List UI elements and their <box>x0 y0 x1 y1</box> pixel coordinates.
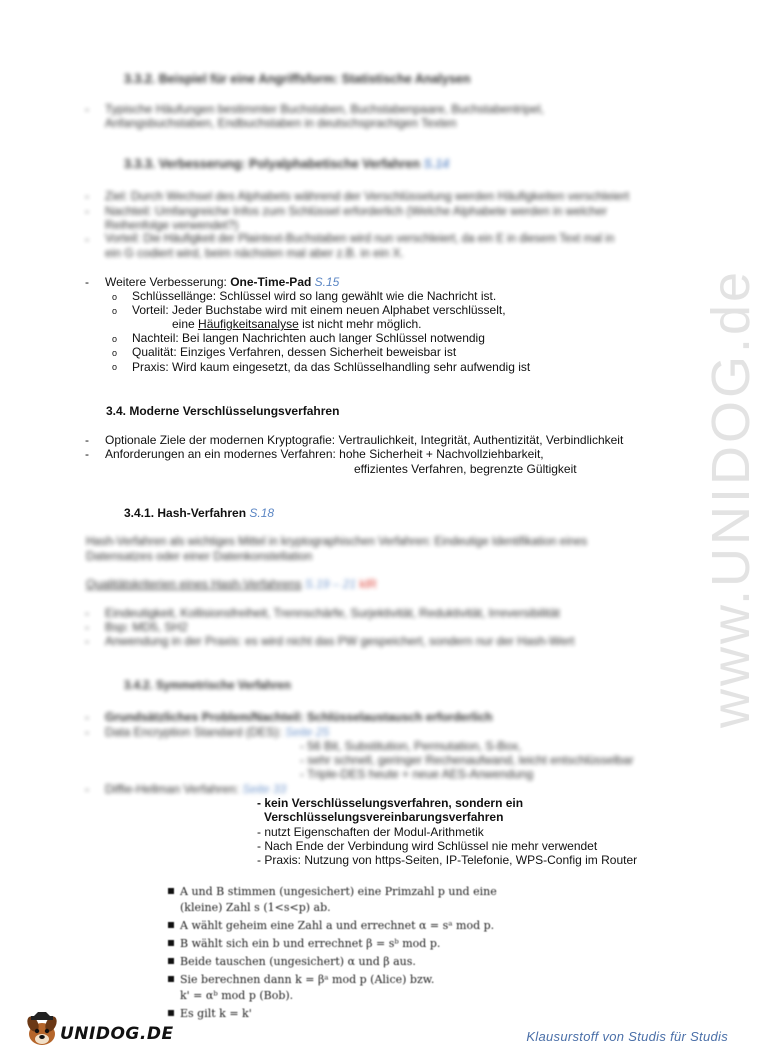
heading-332: 3.3.2. Beispiel für eine Angriffsform: Statistische Analysen <box>124 72 471 86</box>
otp-item-4: Qualität: Einziges Verfahren, dessen Sicherheit beweisbar ist <box>132 345 457 359</box>
heading-342: 3.4.2. Symmetrische Verfahren <box>124 680 291 692</box>
math-line-5: Beide tauschen (ungesichert) α und β aus. <box>180 955 416 968</box>
sym-problem: Grundsätzliches Problem/Nachteil: Schlüsselaustausch erforderlich <box>105 710 493 724</box>
math-line-1: A und B stimmen (ungesichert) eine Primzahl p und eine <box>180 885 497 898</box>
logo-text: UNIDOG.DE <box>60 1024 174 1044</box>
heading-34: 3.4. Moderne Verschlüsselungsverfahren <box>106 404 340 418</box>
watermark-text: www.UNIDOG.de <box>701 268 761 728</box>
math-line-7: k' = αᵇ mod p (Bob). <box>180 989 294 1002</box>
otp-item-1: Schlüssellänge: Schlüssel wird so lang gewählt wie die Nachricht ist. <box>132 289 497 303</box>
text-332-line2: Anfangsbuchstaben, Endbuchstaben in deutschsprachigen Texten <box>105 116 457 130</box>
math-line-4: B wählt sich ein b und errechnet β = sᵇ mod p. <box>180 937 441 950</box>
heading-341: 3.4.1. Hash-Verfahren S.18 <box>124 506 275 520</box>
dh-line-1: - kein Verschlüsselungsverfahren, sondern ein <box>257 796 524 810</box>
s34-bullet-1: Optionale Ziele der modernen Kryptografie: Vertraulichkeit, Integrität, Authentizität, Verbindlichkeit <box>105 433 624 447</box>
dh-line-3: - nutzt Eigenschaften der Modul-Arithmetik <box>257 825 484 839</box>
text-332-line1: Typische Häufungen bestimmter Buchstaben, Buchstabenpaare, Buchstabentripel, <box>105 102 544 116</box>
text-333-line1: Ziel: Durch Wechsel des Alphabets während der Verschlüsselung werden Häufigkeiten verschleiert <box>105 189 630 203</box>
math-line-3: A wählt geheim eine Zahl a und errechnet α = sᵃ mod p. <box>180 919 495 932</box>
math-block <box>168 884 497 1022</box>
otp-item-3: Nachteil: Bei langen Nachrichten auch langer Schlüssel notwendig <box>132 331 485 345</box>
des-line-2: - sehr schnell, geringer Rechenaufwand, leicht entschlüsselbar <box>300 753 634 767</box>
text-333-line5: ein G codiert wird, beim nächsten mal aber z.B. in ein X. <box>105 246 404 260</box>
dh-line-2: Verschlüsselungsvereinbarungsverfahren <box>264 810 504 824</box>
unidog-logo <box>22 1012 174 1048</box>
des-line-1: - 56 Bit, Substitution, Permutation, S-Box, <box>300 739 522 753</box>
text-333-line2: Nachteil: Umfangreiche Infos zum Schlüssel erforderlich (Welche Alphabete werden in welcher <box>105 204 608 218</box>
des-line-3: - Triple-DES heute + neue AES-Anwendung <box>300 767 534 781</box>
math-line-8: Es gilt k = k' <box>180 1007 252 1020</box>
math-line-2: (kleine) Zahl s (1<s<p) ab. <box>180 901 331 914</box>
hash-bullet-2: Bsp: MD5, SH2 <box>105 620 188 634</box>
otp-item-2-cont: eine Häufigkeitsanalyse ist nicht mehr möglich. <box>172 317 422 331</box>
otp-item-5: Praxis: Wird kaum eingesetzt, da das Schlüsselhandling sehr aufwendig ist <box>132 360 531 374</box>
dh-line-5: - Praxis: Nutzung von https-Seiten, IP-Telefonie, WPS-Config im Router <box>257 853 638 867</box>
math-line-6: Sie berechnen dann k = βᵃ mod p (Alice) bzw. <box>180 973 435 986</box>
otp-lead: Weitere Verbesserung: One-Time-Pad S.15 <box>105 275 340 289</box>
hash-intro-1: Hash-Verfahren als wichtiges Mittel in kryptographischen Verfahren: Eindeutige Identifikation eines <box>86 536 588 548</box>
text-333-line4: Vorteil: Die Häufigkeit der Plaintext-Buchstaben wird nun verschleiert, da ein E in diesem Text mal in <box>105 233 615 245</box>
hash-bullet-1: Eindeutigkeit, Kollisionsfreiheit, Trennschärfe, Surjektivität, Reduktivität, Irreversibilität <box>105 606 560 620</box>
hash-quality: Qualitätskriterien eines Hash-Verfahrens S.19 – 21 klR <box>86 577 377 591</box>
s34-bullet-2: Anforderungen an ein modernes Verfahren: hohe Sicherheit + Nachvollziehbarkeit, <box>105 447 544 461</box>
text-333-line3: Reihenfolge verwendet?) <box>105 218 239 232</box>
hash-bullet-3: Anwendung in der Praxis: es wird nicht das PW gespeichert, sondern nur der Hash-Wert <box>105 634 575 648</box>
dog-icon <box>22 1012 62 1048</box>
heading-333: 3.3.3. Verbesserung: Polyalphabetische Verfahren S.14 <box>124 157 450 171</box>
des-label: Data Encryption Standard (DES): Seite 25 <box>105 725 330 739</box>
otp-item-2: Vorteil: Jeder Buchstabe wird mit einem neuen Alphabet verschlüsselt, <box>132 303 506 317</box>
footer-slogan: Klausurstoff von Studis für Studis <box>526 1029 728 1044</box>
hash-intro-2: Datensatzes oder einer Datenkonstellation <box>86 549 313 563</box>
s34-bullet-2-cont: effizientes Verfahren, begrenzte Gültigkeit <box>354 462 577 476</box>
dh-label: Diffie-Hellman Verfahren: Seite 33 <box>105 782 287 796</box>
dh-line-4: - Nach Ende der Verbindung wird Schlüssel nie mehr verwendet <box>257 839 598 853</box>
